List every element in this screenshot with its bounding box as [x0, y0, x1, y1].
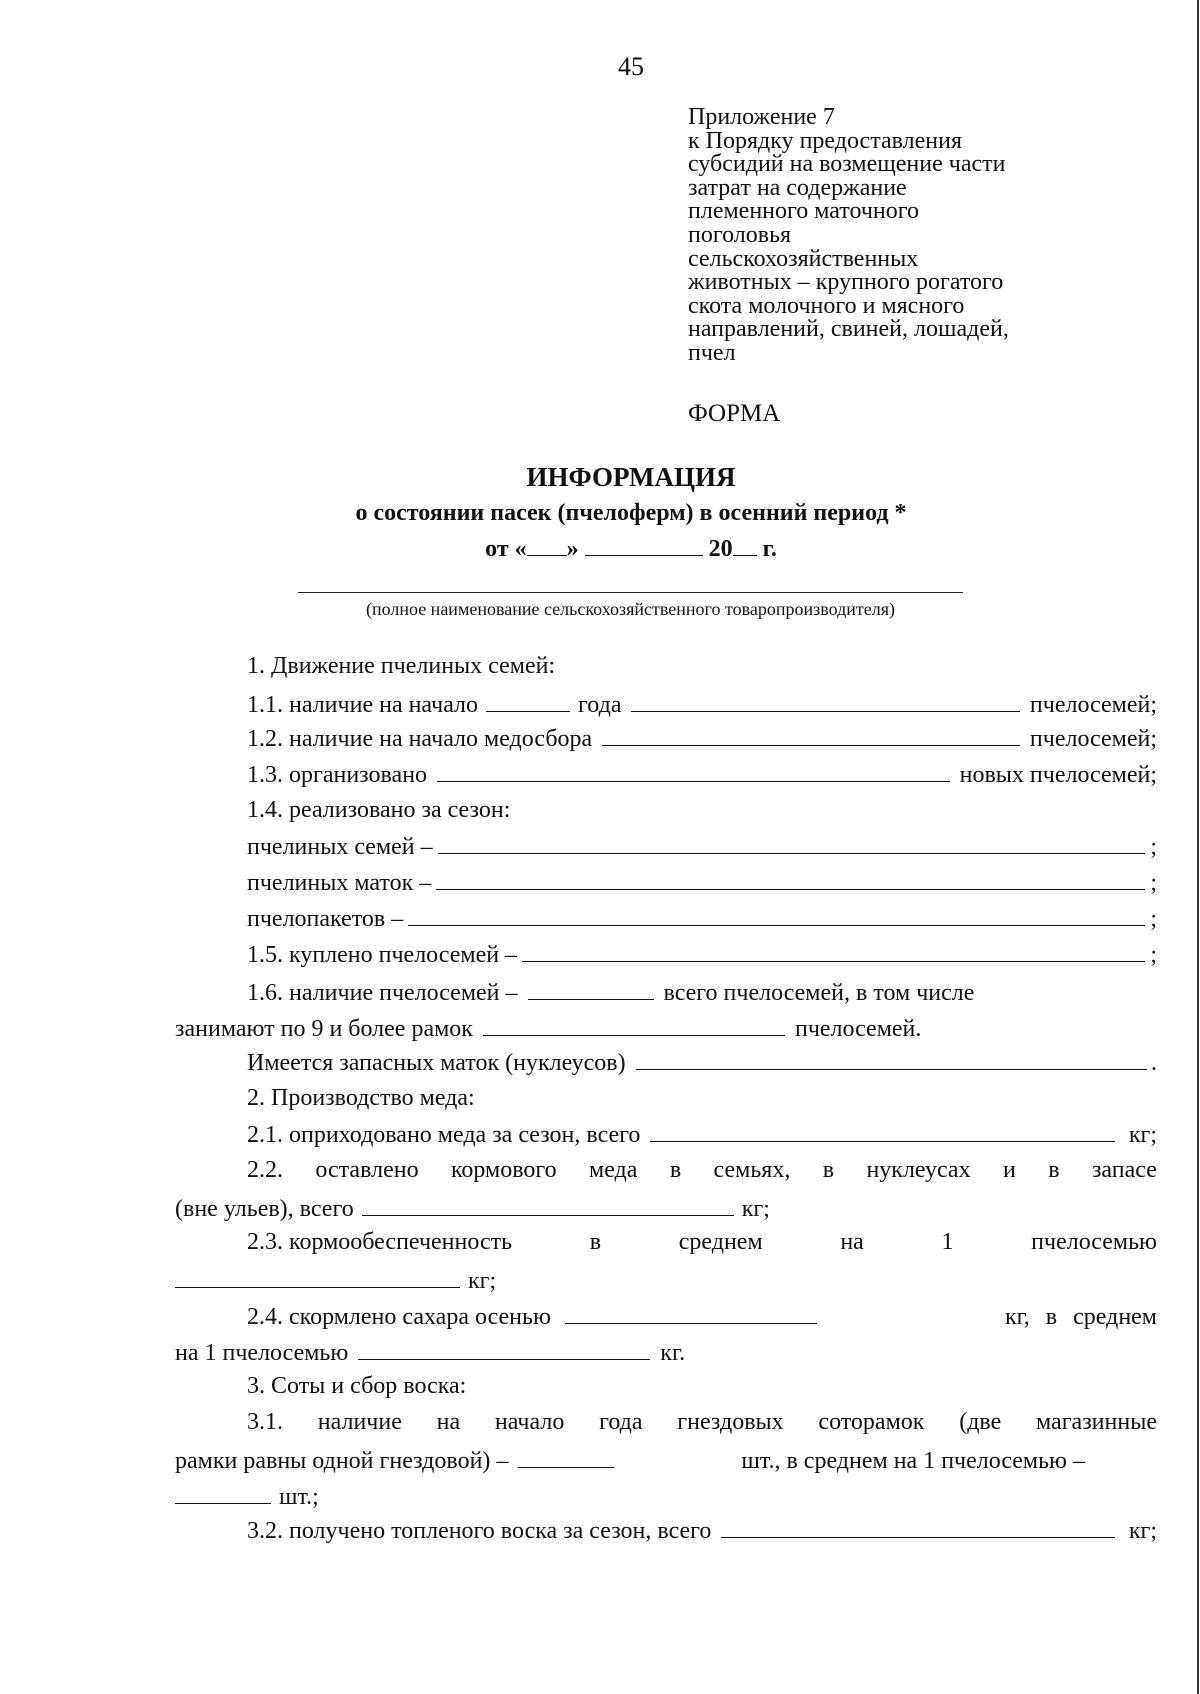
item-2-3-cont: кг;	[175, 1265, 575, 1295]
form-label: ФОРМА	[688, 400, 781, 427]
item-1-3: 1.3. организовано новых пчелосемей;	[247, 762, 1157, 788]
section-1-heading: 1. Движение пчелиных семей:	[247, 653, 556, 679]
item-1-2: 1.2. наличие на начало медосбора пчелосемей;	[247, 726, 1157, 752]
page-number: 45	[618, 52, 644, 81]
frames-per-family-blank[interactable]	[175, 1481, 271, 1504]
reserve-queens-line: Имеется запасных маток (нуклеусов) .	[247, 1050, 1157, 1076]
sold-families-blank[interactable]	[438, 833, 1146, 854]
item-2-1: 2.1. оприходовано меда за сезон, всего кг;	[247, 1122, 1157, 1148]
frames-total-blank[interactable]	[518, 1445, 614, 1468]
annex-line: сельскохозяйственных	[688, 245, 919, 272]
feed-honey-blank[interactable]	[362, 1193, 734, 1216]
month-blank[interactable]	[585, 533, 703, 556]
bought-families-blank[interactable]	[522, 941, 1145, 962]
reserve-queens-blank[interactable]	[636, 1049, 1147, 1070]
honey-total-blank[interactable]	[650, 1121, 1114, 1142]
annex-line: субсидий на возмещение части	[688, 151, 1006, 178]
day-blank[interactable]	[527, 533, 567, 556]
nine-frames-blank[interactable]	[483, 1013, 785, 1036]
item-1-6: 1.6. наличие пчелосемей – всего пчелосемей, в том числе	[175, 977, 1157, 1007]
sugar-total-blank[interactable]	[565, 1301, 817, 1324]
date-line: от « » 20 г.	[0, 533, 1200, 563]
item-3-2: 3.2. получено топленого воска за сезон, всего кг;	[247, 1518, 1157, 1544]
sold-queens-line: пчелиных маток – ;	[247, 870, 1157, 896]
scan-border	[1197, 0, 1199, 1694]
families-count-blank[interactable]	[631, 691, 1019, 712]
annex-line: животных – крупного рогатого	[688, 269, 1004, 296]
year-blank[interactable]	[486, 689, 570, 712]
item-3-1-end: шт.;	[175, 1481, 375, 1511]
year-blank[interactable]	[733, 533, 757, 556]
sold-packages-line: пчелопакетов – ;	[247, 906, 1157, 932]
item-3-1-cont: рамки равны одной гнездовой) – шт., в среднем на 1 пчелосемью –	[175, 1445, 1085, 1475]
item-2-4: 2.4. скормлено сахара осенью кг, в среднем	[175, 1301, 1157, 1331]
annex-line: к Порядку предоставления	[688, 127, 963, 154]
annex-line: пчел	[688, 339, 736, 366]
annex-line: поголовья	[688, 221, 792, 248]
item-1-5: 1.5. куплено пчелосемей – ;	[247, 942, 1157, 968]
item-2-2: 2.2. оставлено кормового меда в семьях, в нуклеусах и в запасе	[247, 1157, 1157, 1183]
total-families-blank[interactable]	[528, 977, 654, 1000]
producer-name-caption: (полное наименование сельскохозяйственного товаропроизводителя)	[365, 599, 896, 619]
sold-queens-blank[interactable]	[436, 869, 1145, 890]
item-2-4-cont: на 1 пчелосемью кг.	[175, 1337, 875, 1367]
item-3-1: 3.1. наличие на начало года гнездовых соторамок (две магазинные	[247, 1409, 1157, 1435]
item-1-4: 1.4. реализовано за сезон:	[247, 797, 511, 823]
wax-total-blank[interactable]	[721, 1517, 1114, 1538]
feed-supply-blank[interactable]	[175, 1265, 460, 1288]
item-1-1: 1.1. наличие на начало года пчелосемей;	[175, 689, 1157, 719]
annex-line: скота молочного и мясного	[688, 292, 965, 319]
sold-families-line: пчелиных семей – ;	[247, 834, 1157, 860]
annex-line: направлений, свиней, лошадей,	[688, 316, 1009, 343]
annex-line: Приложение 7	[688, 104, 835, 130]
annex-reference	[688, 106, 1009, 366]
organized-blank[interactable]	[437, 761, 950, 782]
section-3-heading: 3. Соты и сбор воска:	[247, 1373, 467, 1399]
item-1-6-cont: занимают по 9 и более рамок пчелосемей.	[175, 1013, 1015, 1043]
sugar-per-family-blank[interactable]	[358, 1337, 650, 1360]
document-title: ИНФОРМАЦИЯ	[526, 462, 736, 492]
item-2-2-cont: (вне ульев), всего кг;	[175, 1193, 815, 1223]
producer-name-field[interactable]	[298, 592, 963, 593]
document-subtitle: о состоянии пасек (пчелоферм) в осенний период *	[355, 500, 907, 526]
annex-line: племенного маточного	[688, 198, 920, 225]
honey-flow-start-blank[interactable]	[602, 725, 1020, 746]
annex-line: затрат на содержание	[688, 174, 907, 201]
item-2-3: 2.3. кормообеспеченность в среднем на 1 пчелосемью	[247, 1229, 1157, 1255]
sold-packages-blank[interactable]	[408, 905, 1145, 926]
section-2-heading: 2. Производство меда:	[247, 1085, 475, 1111]
